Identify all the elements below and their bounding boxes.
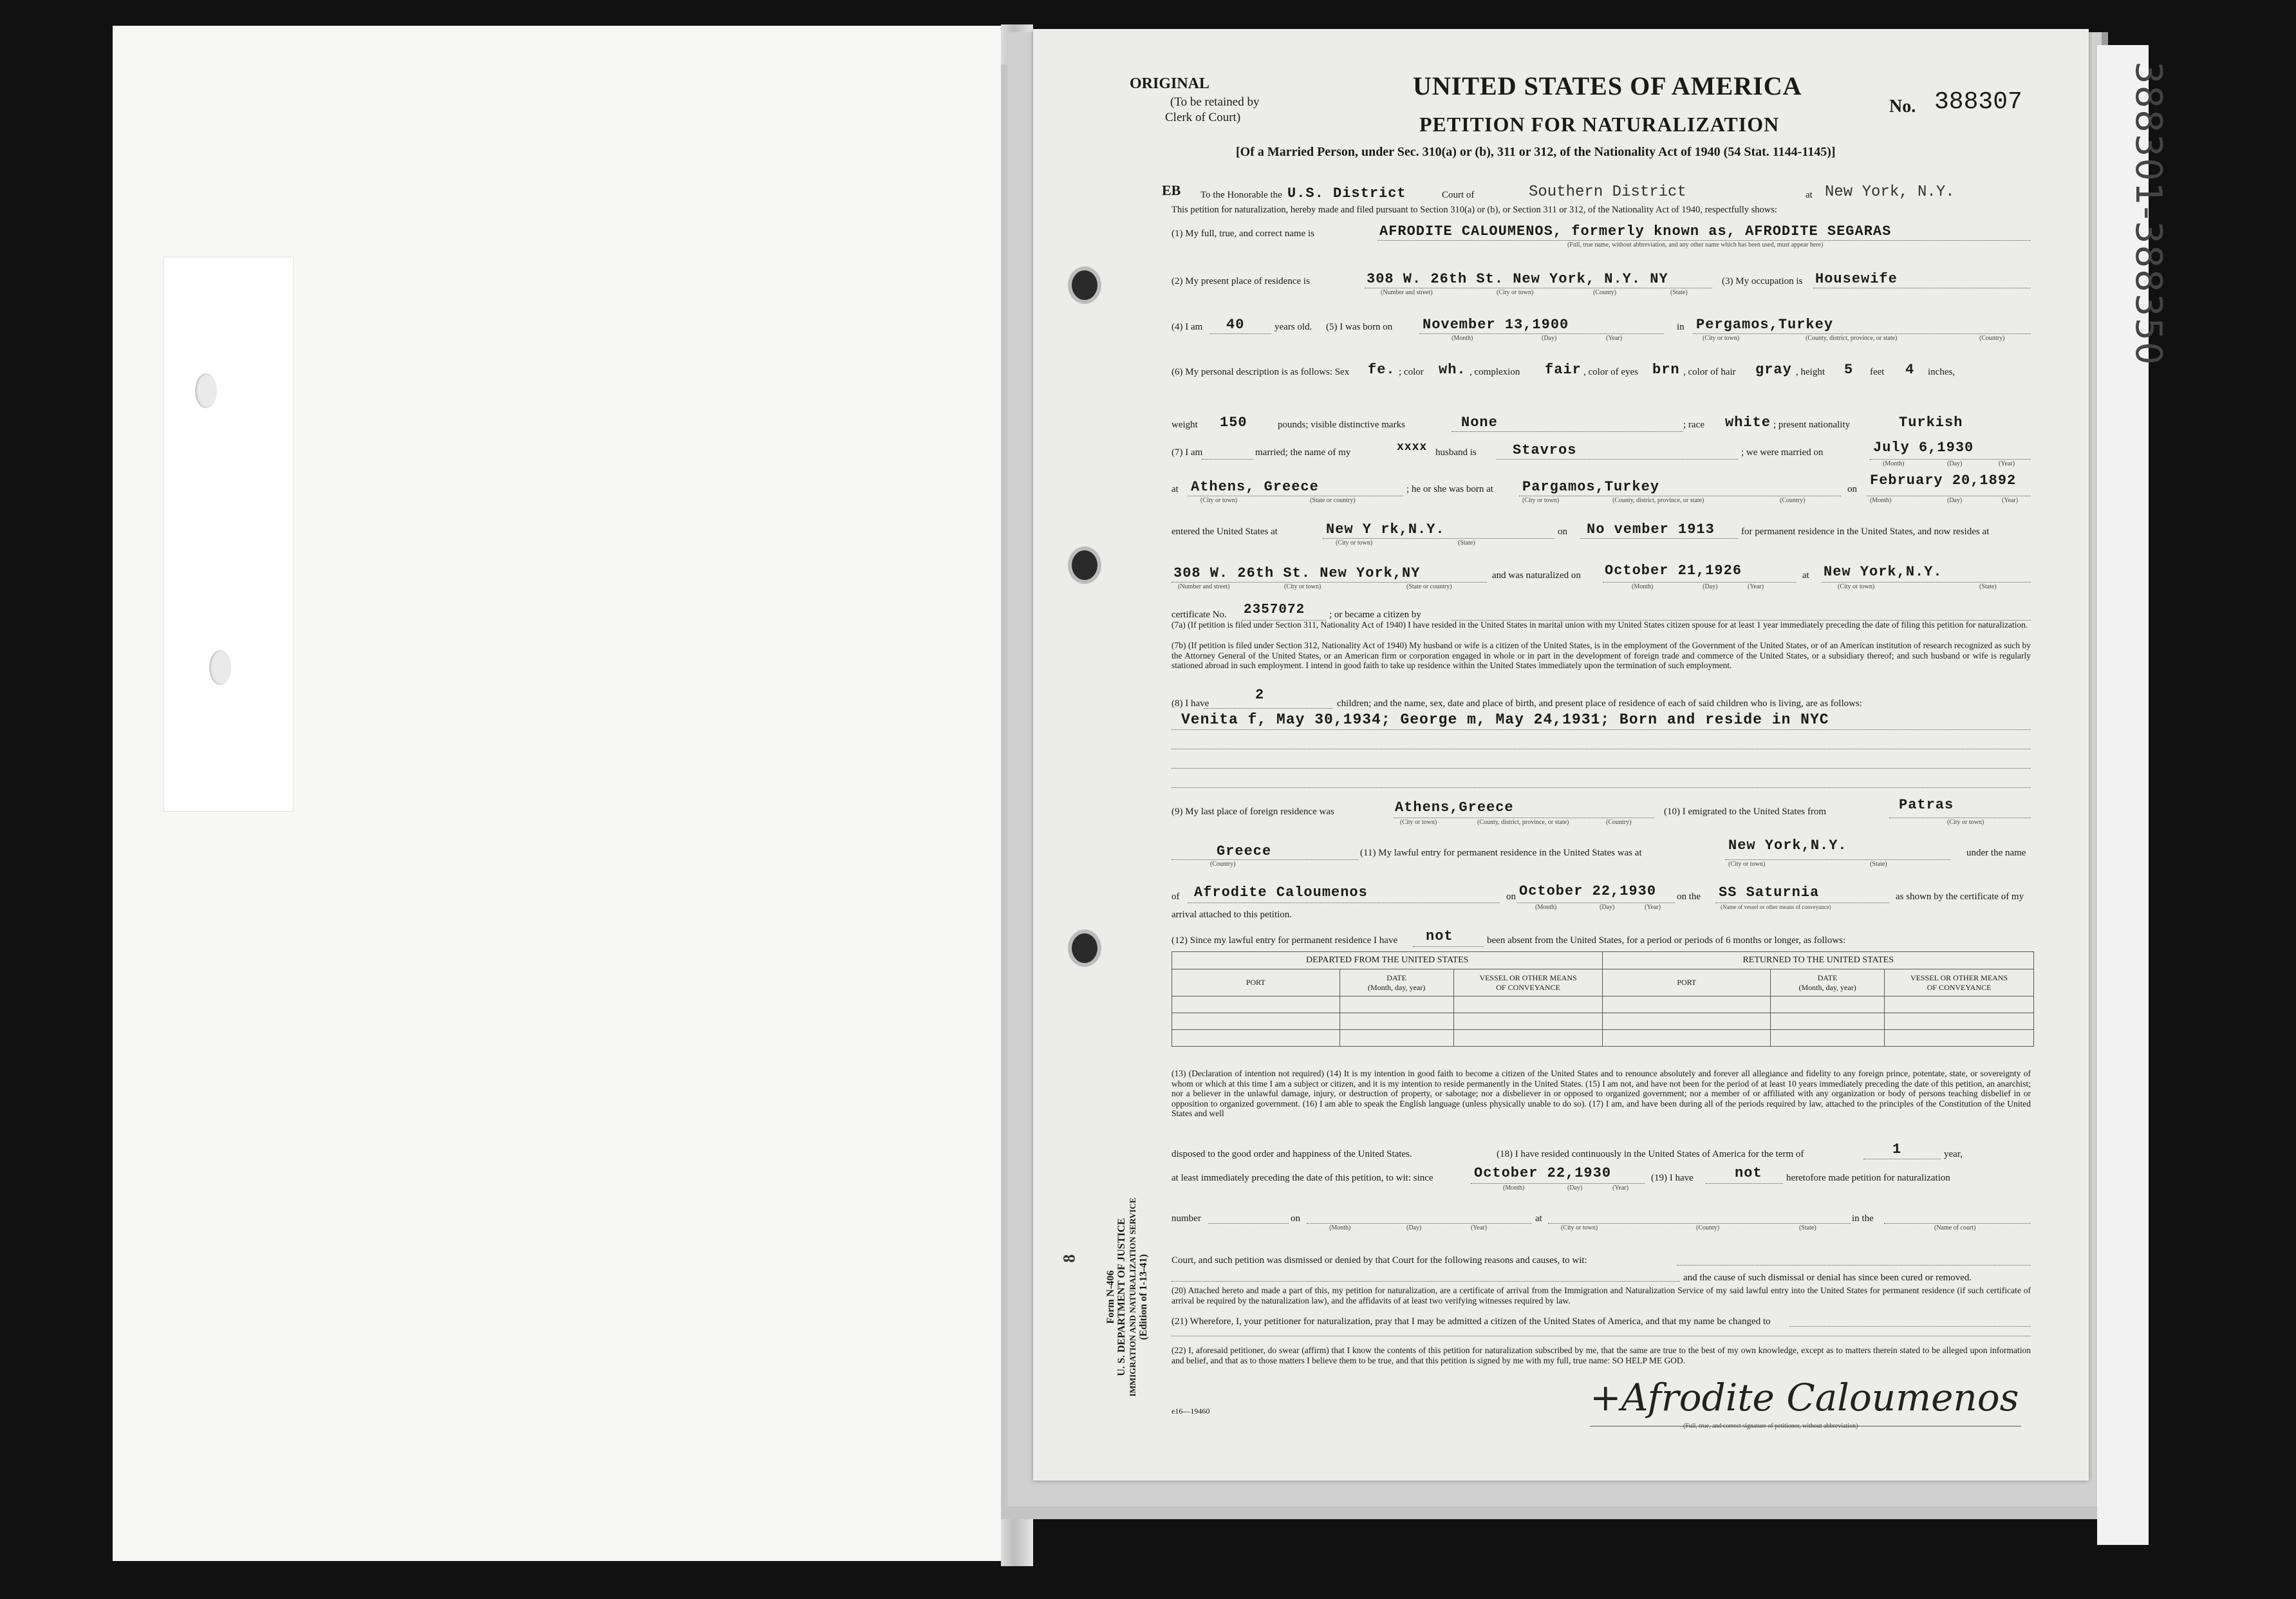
years-old-label: years old. — [1274, 322, 1312, 332]
caption-month: (Month) — [1632, 583, 1654, 590]
caption-city: (City or town) — [1284, 583, 1321, 590]
residence-value: 308 W. 26th St. New York, N.Y. NY — [1367, 271, 1668, 287]
caption-state-country: (State or country) — [1310, 497, 1356, 504]
caption-city: (City or town) — [1522, 497, 1560, 504]
date-label: DATE — [1386, 973, 1406, 982]
paragraph-21: (21) Wherefore, I, your petitioner for naturalization, pray that I may be admitted a citizen of the United States of America, and that my name be changed to — [1171, 1316, 1771, 1327]
stamp-number: 388301-388350 — [2127, 61, 2169, 366]
number-label: No. — [1889, 97, 1916, 117]
caption-county: (County) — [1593, 289, 1617, 296]
caption-month: (Month) — [1870, 497, 1892, 504]
paper-stub — [164, 257, 293, 811]
paragraph-18b: at least immediately preceding the date of this petition, to wit: since — [1171, 1173, 1433, 1183]
inches-label: inches, — [1928, 367, 1955, 377]
at-label: at — [1806, 190, 1813, 200]
prior-petition: not — [1735, 1165, 1762, 1181]
paragraph-13-17: (13) (Declaration of intention not required) (14) It is my intention in good faith to become a citizen of the United States and to renounce absolutely and forever all allegiance and fidelity to any foreign prince, potentate, state, or sovereignty of whom or which at this time I am a subject or citizen, and it is my intention to reside permanently in the United States. (15) I am not, and have not been for the period of at least 10 years immediately preceding the date of this petition, an anarchist; nor a believer in the unlawful damage, injury, or destruction of property, or sabotage; nor a disbeliever in or opposed to organized government; nor a member of or affiliated with any organization or body of persons teaching disbelief in or opposition to organized government. (16) I am able to speak the English language (unless physically unable to do so). (17) I am, and have been during all of the periods required by law, attached to the principles of the Constitution of the United States and well — [1171, 1069, 2031, 1118]
punch-hole — [195, 373, 217, 408]
arrival-attached-label: arrival attached to this petition. — [1171, 910, 1293, 920]
marriage-place: Athens, Greece — [1191, 479, 1319, 495]
hair-label: , color of hair — [1683, 367, 1736, 377]
court-of-label: Court of — [1442, 190, 1475, 200]
paragraph-18: (18) I have resided continuously in the United States of America for the term of — [1497, 1149, 1804, 1159]
vessel-name: SS Saturnia — [1719, 884, 1820, 901]
caption-year: (Year) — [2002, 497, 2019, 504]
date-sub-label: (Month, day, year) — [1798, 982, 1856, 992]
side-mark: 8 — [1059, 1254, 1079, 1263]
at-label: at — [1802, 570, 1809, 581]
spouse-naturalization-place: New York,N.Y. — [1824, 564, 1943, 580]
caption-day: (Day) — [1542, 335, 1557, 342]
emigrated-country: Greece — [1217, 843, 1272, 859]
in-the-label: in the — [1852, 1213, 1874, 1224]
caption-year: (Year) — [1645, 904, 1661, 911]
on-the-label: on the — [1677, 892, 1701, 902]
date-header — [1771, 969, 1885, 996]
caption-month: (Month) — [1451, 335, 1473, 342]
caption-month: (Month) — [1503, 1184, 1525, 1192]
occupation-value: Housewife — [1815, 271, 1898, 287]
entry-label: (11) My lawful entry for permanent residence in the United States was at — [1360, 848, 1642, 858]
vessel-header — [1453, 969, 1603, 996]
country-title: UNITED STATES OF AMERICA — [1413, 71, 1802, 100]
service-name: IMMIGRATION AND NATURALIZATION SERVICE — [1128, 1197, 1137, 1397]
caption-city: (City or town) — [1200, 497, 1238, 504]
birth-date: November 13,1900 — [1423, 317, 1569, 333]
caption-country: (Country) — [1606, 819, 1632, 826]
marriage-date: July 6,1930 — [1873, 440, 1974, 456]
permanent-residence-label: for permanent residence in the United States, and now resides at — [1741, 527, 1990, 537]
caption-city: (City or town) — [1728, 861, 1766, 868]
nationality-label: ; present nationality — [1773, 420, 1851, 430]
caption-country: (Country) — [1210, 861, 1236, 868]
vessel-sub-label: OF CONVEYANCE — [1496, 982, 1560, 992]
caption-state: (State) — [1670, 289, 1688, 296]
height-label: , height — [1796, 367, 1825, 377]
punch-hole — [1072, 550, 1097, 580]
petitioner-name: AFRODITE CALOUMENOS, formerly known as, AFRODITE SEGARAS — [1379, 223, 1892, 239]
caption-state: (State) — [1979, 583, 1997, 590]
caption-month: (Month) — [1883, 460, 1905, 467]
foreign-residence-label: (9) My last place of foreign residence was — [1171, 807, 1334, 817]
children-label: (8) I have — [1171, 698, 1209, 709]
caption-state: (State) — [1870, 861, 1887, 868]
entry-place: New York,N.Y. — [1728, 837, 1847, 854]
eyes-label: , color of eyes — [1583, 367, 1638, 377]
petition-intro: This petition for naturalization, hereby made and filed pursuant to Section 310(a) or (b), or Section 311 or 312, of the Nationality Act of 1940, respectfully shows: — [1171, 205, 1777, 215]
occupation-label: (3) My occupation is — [1722, 276, 1803, 286]
port-header: PORT — [1172, 969, 1340, 996]
caption-city: (City or town) — [1400, 819, 1437, 826]
were-married-label: ; we were married on — [1741, 447, 1824, 458]
absence-label: (12) Since my lawful entry for permanent residence I have — [1171, 935, 1398, 946]
marks-value: None — [1461, 415, 1498, 431]
petitioner-signature: +Afrodite Caloumenos — [1590, 1376, 2019, 1419]
caption-day: (Day) — [1567, 1184, 1583, 1192]
children-text: children; and the name, sex, date and place of birth, and present place of residence of each of said children who is living, are as follows: — [1337, 698, 1862, 709]
to-honorable-label: To the Honorable the — [1200, 190, 1282, 200]
foreign-residence: Athens,Greece — [1395, 800, 1514, 816]
hair-value: gray — [1755, 362, 1792, 378]
petition-title: PETITION FOR NATURALIZATION — [1419, 113, 1780, 136]
caption-day: (Day) — [1406, 1224, 1422, 1231]
cured-text: and the cause of such dismissal or denial has since been cured or removed. — [1683, 1273, 1972, 1283]
caption-city: (City or town) — [1561, 1224, 1598, 1231]
departed-header: DEPARTED FROM THE UNITED STATES — [1172, 952, 1603, 969]
race-value: white — [1725, 415, 1771, 431]
punch-hole — [209, 650, 231, 685]
date-label: DATE — [1817, 973, 1838, 982]
vessel-header — [1885, 969, 2034, 996]
caption-county-district: (County, district, province, or state) — [1612, 497, 1704, 504]
retained-label: (To be retained by — [1170, 95, 1260, 109]
vessel-sub-label: OF CONVEYANCE — [1927, 982, 1992, 992]
punch-hole — [1072, 933, 1097, 963]
pounds-label: pounds; visible distinctive marks — [1278, 420, 1405, 430]
caption-day: (Day) — [1947, 497, 1963, 504]
caption-month: (Month) — [1535, 904, 1557, 911]
paragraph-22: (22) I, aforesaid petitioner, do swear (affirm) that I know the contents of this petition for naturalization subscribed by me, that the same are true to the best of my own knowledge, except as to matters therein stated to be alleged upon information and belief, and that as to those matters I believe them to be true, and that this petition is signed by me with my full, true name: SO HELP ME GOD. — [1171, 1345, 2031, 1365]
date-header — [1339, 969, 1453, 996]
department-name: U. S. DEPARTMENT OF JUSTICE — [1116, 1218, 1127, 1376]
spouse-residence: 308 W. 26th St. New York,NY — [1173, 565, 1421, 581]
spouse-naturalization-date: October 21,1926 — [1605, 563, 1742, 579]
eyes-value: brn — [1652, 362, 1680, 378]
height-inches: 4 — [1905, 362, 1915, 378]
color-value: wh. — [1439, 362, 1466, 378]
paragraph-17b: disposed to the good order and happiness of the United States. — [1171, 1149, 1412, 1159]
citizen-by-label: ; or became a citizen by — [1329, 610, 1421, 620]
certificate-label: certificate No. — [1171, 610, 1227, 620]
emigrated-label: (10) I emigrated to the United States from — [1664, 807, 1827, 817]
date-sub-label: (Month, day, year) — [1368, 982, 1426, 992]
caption-year: (Year) — [1612, 1184, 1629, 1192]
caption-day: (Day) — [1703, 583, 1718, 590]
struck-word: xxxx — [1397, 441, 1428, 454]
form-side-label — [1105, 1175, 1149, 1419]
court-location: New York, N.Y. — [1825, 183, 1955, 201]
paragraph-19b: heretofore made petition for naturalization — [1786, 1173, 1950, 1183]
spouse-birth-date: February 20,1892 — [1870, 472, 2017, 489]
certificate-number: 2357072 — [1244, 603, 1305, 617]
residence-label: (2) My present place of residence is — [1171, 276, 1310, 286]
returned-header: RETURNED TO THE UNITED STATES — [1603, 952, 2034, 969]
complexion-value: fair — [1545, 362, 1582, 378]
on-label: on — [1558, 527, 1567, 537]
caption-county: (County) — [1696, 1224, 1720, 1231]
travel-table — [1171, 951, 2034, 1047]
caption-full-name: (Full, true name, without abbreviation, and any other name which has been used, must appear here) — [1567, 241, 1824, 248]
caption-city: (City or town) — [1703, 335, 1740, 342]
form-edition: (Edition of 1-13-41) — [1138, 1254, 1149, 1340]
caption-city: (City or town) — [1497, 289, 1534, 296]
caption-vessel: (Name of vessel or other means of conveyance) — [1721, 904, 1831, 910]
caption-year: (Year) — [1999, 460, 2015, 467]
weight-label: weight — [1171, 420, 1198, 430]
sex-value: fe. — [1368, 362, 1395, 378]
shown-certificate-label: as shown by the certificate of my — [1896, 892, 2024, 902]
nationality-value: Turkish — [1899, 415, 1963, 431]
caption-number-street: (Number and street) — [1381, 289, 1433, 296]
married-label: (7) I am — [1171, 447, 1203, 458]
emigrated-from: Patras — [1899, 797, 1954, 813]
caption-city: (City or town) — [1947, 819, 1984, 826]
spouse-entry-date: No vember 1913 — [1587, 521, 1715, 538]
year-label: year, — [1944, 1149, 1963, 1159]
caption-signature: (Full, true, and correct signature of petitioner, without abbreviation) — [1683, 1423, 1858, 1430]
spouse-birth-place: Pargamos,Turkey — [1522, 479, 1660, 495]
naturalization-petition-page — [1033, 29, 2089, 1481]
caption-country: (Country) — [1780, 497, 1806, 504]
number-label: number — [1171, 1213, 1201, 1224]
caption-city: (City or town) — [1838, 583, 1875, 590]
race-label: ; race — [1683, 420, 1704, 430]
paragraph-7a: (7a) (If petition is filed under Section 311, Nationality Act of 1940) I have resided in the United States in marital union with my United States citizen spouse for at least 1 year immediately preceding the date of filing this petition for naturalization. — [1171, 620, 2028, 630]
caption-year: (Year) — [1606, 335, 1623, 342]
spouse-born-label: ; he or she was born at — [1406, 484, 1493, 494]
caption-country: (Country) — [1979, 335, 2005, 342]
absence-value: not — [1426, 928, 1453, 944]
entered-label: entered the United States at — [1171, 527, 1278, 537]
height-feet: 5 — [1844, 362, 1854, 378]
naturalized-label: and was naturalized on — [1492, 570, 1581, 581]
since-date: October 22,1930 — [1474, 1165, 1612, 1181]
spouse-entry-place: New Y rk,N.Y. — [1326, 521, 1445, 538]
description-label: (6) My personal description is as follows: Sex — [1171, 367, 1350, 377]
eb-mark: EB — [1162, 182, 1181, 198]
under-name-label: under the name — [1966, 848, 2026, 858]
caption-number-street: (Number and street) — [1178, 583, 1230, 590]
caption-county-district: (County, district, province, or state) — [1806, 335, 1898, 342]
caption-state: (State) — [1799, 1224, 1816, 1231]
caption-day: (Day) — [1947, 460, 1963, 467]
color-label: ; color — [1399, 367, 1424, 377]
form-number: Form N-406 — [1105, 1270, 1116, 1324]
weight-value: 150 — [1220, 415, 1247, 431]
of-label: of — [1171, 892, 1180, 902]
on-label: on — [1291, 1213, 1300, 1224]
on-label: on — [1847, 484, 1857, 494]
court-dismissed-text: Court, and such petition was dismissed or denied by that Court for the following reasons and causes, to wit: — [1171, 1255, 1587, 1266]
form-code: e16—19460 — [1171, 1407, 1210, 1416]
caption-year: (Year) — [1748, 583, 1764, 590]
children-count: 2 — [1255, 687, 1265, 703]
caption-county-district: (County, district, province, or state) — [1477, 819, 1569, 826]
vessel-label: VESSEL OR OTHER MEANS — [1479, 973, 1577, 982]
age-label: (4) I am — [1171, 322, 1203, 332]
at-label: at — [1171, 484, 1179, 494]
feet-label: feet — [1870, 367, 1885, 377]
married-label-2: married; the name of my — [1255, 447, 1351, 458]
caption-year: (Year) — [1471, 1224, 1488, 1231]
court-district: Southern District — [1529, 183, 1686, 201]
vessel-label: VESSEL OR OTHER MEANS — [1910, 973, 2008, 982]
entry-date: October 22,1930 — [1519, 883, 1657, 899]
caption-state: (State) — [1458, 539, 1475, 547]
original-label: ORIGINAL — [1130, 75, 1210, 92]
paragraph-20: (20) Attached hereto and made a part of this, my petition for naturalization, are a certificate of arrival from the Immigration and Naturalization Service of my said lawful entry into the United States for permanent residence (if such certificate of arrival be required by the naturalization law), and the affidavits of at least two verifying witnesses required by law. — [1171, 1286, 2031, 1305]
on-label: on — [1506, 892, 1516, 902]
paragraph-19: (19) I have — [1651, 1173, 1694, 1183]
birth-place: Pergamos,Turkey — [1696, 317, 1834, 333]
caption-day: (Day) — [1600, 904, 1615, 911]
complexion-label: , complexion — [1470, 367, 1520, 377]
caption-city: (City or town) — [1336, 539, 1373, 547]
punch-hole — [1072, 270, 1097, 300]
absence-text: been absent from the United States, for a period or periods of 6 months or longer, as follows: — [1487, 935, 1846, 946]
caption-court-name: (Name of court) — [1934, 1224, 1976, 1231]
petition-subtitle: [Of a Married Person, under Sec. 310(a) or (b), 311 or 312, of the Nationality Act of 1940 (54 Stat. 1144-1145)] — [1236, 145, 1836, 159]
born-label: (5) I was born on — [1326, 322, 1393, 332]
paragraph-7b: (7b) (If petition is filed under Section 312, Nationality Act of 1940) My husband or wife is a citizen of the United States, is in the employment of the Government of the United States, or of an American institution of research recognized as such by the Attorney General of the United States, or an American firm or corporation engaged in whole or in part in the development of foreign trade and commerce of the United States, or a subsidiary thereof; and such husband or wife is regularly stationed abroad in such employment. I intend in good faith to take up residence within the United States immediately upon the termination of such employment. — [1171, 641, 2031, 670]
petition-number: 388307 — [1934, 88, 2022, 116]
spouse-name: Stavros — [1513, 442, 1577, 458]
clerk-label: Clerk of Court) — [1165, 111, 1241, 124]
name-label: (1) My full, true, and correct name is — [1171, 229, 1315, 239]
husband-label: husband is — [1435, 447, 1477, 458]
entry-name: Afrodite Caloumenos — [1194, 884, 1368, 901]
at-label: at — [1535, 1213, 1542, 1224]
in-label: in — [1677, 322, 1685, 332]
caption-month: (Month) — [1329, 1224, 1351, 1231]
term-years: 1 — [1892, 1141, 1902, 1157]
age-value: 40 — [1226, 317, 1245, 333]
court-name: U.S. District — [1287, 185, 1406, 201]
children-details: Venita f, May 30,1934; George m, May 24,1931; Born and reside in NYC — [1181, 711, 1829, 728]
caption-state-country: (State or country) — [1406, 583, 1452, 590]
port-header: PORT — [1603, 969, 1771, 996]
